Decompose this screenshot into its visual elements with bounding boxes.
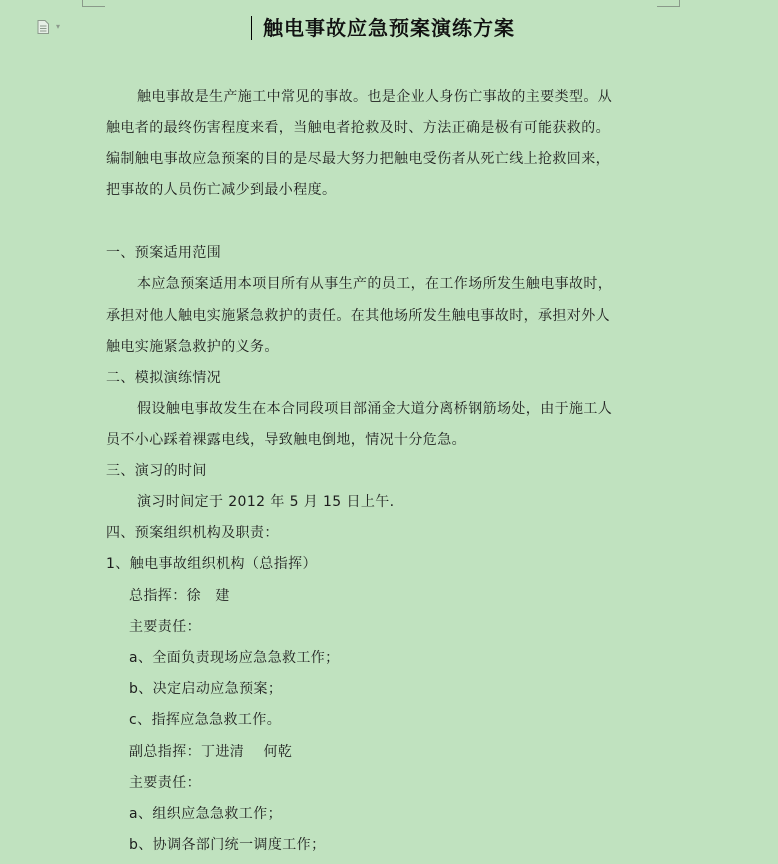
chevron-down-icon[interactable]: ▾ xyxy=(56,22,61,31)
duty-item: b、协调各部门统一调度工作； xyxy=(129,837,326,853)
section-line: 承担对他人触电实施紧急救护的责任。在其他场所发生触电事故时，承担对外人 xyxy=(106,308,610,324)
text-cursor xyxy=(251,16,252,40)
section-line: 触电实施紧急救护的义务。 xyxy=(106,339,279,355)
duty-item: a、组织应急急救工作； xyxy=(129,806,282,822)
section-heading: 四、预案组织机构及职责： xyxy=(106,525,279,541)
intro-line: 触电者的最终伤害程度来看，当触电者抢救及时、方法正确是极有可能获救的。 xyxy=(106,120,610,136)
deputy-line: 副总指挥：丁进清 何乾 xyxy=(129,744,293,760)
duties-label: 主要责任： xyxy=(129,619,201,635)
section-line: 假设触电事故发生在本合同段项目部涌金大道分离桥钢筋场处，由于施工人 xyxy=(137,401,613,417)
section-line: 演习时间定于 2012 年 5 月 15 日上午. xyxy=(137,494,395,510)
crop-mark-top-left xyxy=(82,0,105,7)
intro-line: 把事故的人员伤亡减少到最小程度。 xyxy=(106,182,337,198)
duty-item: a、全面负责现场应急急救工作； xyxy=(129,650,340,666)
section-heading: 一、预案适用范围 xyxy=(106,245,222,261)
crop-mark-top-right xyxy=(657,0,680,7)
duty-item: b、决定启动应急预案； xyxy=(129,681,283,697)
intro-line: 编制触电事故应急预案的目的是尽最大努力把触电受伤者从死亡线上抢救回来， xyxy=(106,151,610,167)
section-heading: 三、演习的时间 xyxy=(106,463,207,479)
commander-line: 总指挥：徐 建 xyxy=(129,588,230,604)
section-line: 本应急预案适用本项目所有从事生产的员工，在工作场所发生触电事故时， xyxy=(137,276,613,292)
duties-label: 主要责任： xyxy=(129,775,201,791)
subsection-heading: 1、触电事故组织机构（总指挥） xyxy=(106,556,317,572)
section-heading: 二、模拟演练情况 xyxy=(106,370,222,386)
document-title: 触电事故应急预案演练方案 xyxy=(263,16,515,40)
intro-line: 触电事故是生产施工中常见的事故。也是企业人身伤亡事故的主要类型。从 xyxy=(137,89,613,105)
duty-item: c、指挥应急急救工作。 xyxy=(129,712,282,728)
section-line: 员不小心踩着裸露电线，导致触电倒地，情况十分危急。 xyxy=(106,432,466,448)
